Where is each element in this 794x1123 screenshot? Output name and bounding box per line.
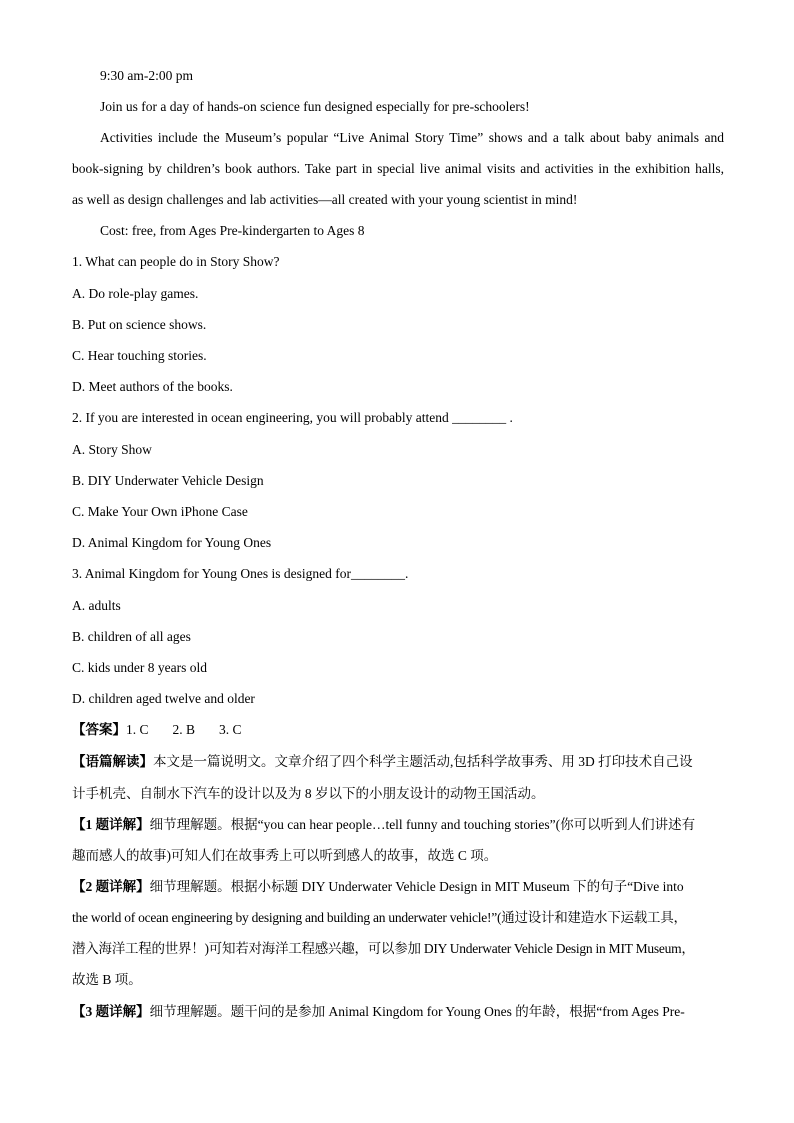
question-2-stem: 2. If you are interested in ocean engineering, you will probably attend ________ . [72, 410, 513, 425]
answer-3: 3. C [219, 722, 242, 737]
answer-2: 2. B [172, 722, 196, 737]
event-cost: Cost: free, from Ages Pre-kindergarten to Ages 8 [100, 223, 365, 238]
question-2-option-b: B. DIY Underwater Vehicle Design [72, 473, 264, 488]
activities-line-3: as well as design challenges and lab activities—all created with your young scientist in mind! [72, 192, 578, 207]
reading-line-2: 计手机壳、自制水下汽车的设计以及为 8 岁以下的小朋友设计的动物王国活动。 [72, 786, 545, 801]
question-3-option-b: B. children of all ages [72, 629, 191, 644]
explain-2-line-4: 故选 B 项。 [72, 972, 142, 987]
answer-label: 【答案】 [72, 722, 126, 737]
event-time: 9:30 am-2:00 pm [100, 68, 193, 83]
reading-text-1: 本文是一篇说明文。文章介绍了四个科学主题活动,包括科学故事秀、用 3D 打印技术自己设 [153, 754, 693, 769]
reading-line-1 [72, 752, 724, 772]
explain-2-line-3: 潜入海洋工程的世界！)可知若对海洋工程感兴趣，可以参加 DIY Underwater Vehicle Design in MIT Museum， [72, 941, 695, 956]
explain-3-line-1 [72, 1002, 724, 1022]
event-intro: Join us for a day of hands-on science fun designed especially for pre-schoolers! [100, 99, 530, 114]
question-1-stem: 1. What can people do in Story Show? [72, 254, 280, 269]
explain-1-text-1: 细节理解题。根据“you can hear people…tell funny and touching stories”(你可以听到人们讲述有 [149, 817, 696, 832]
question-2-option-c: C. Make Your Own iPhone Case [72, 504, 248, 519]
explain-2-text-1: 细节理解题。根据小标题 DIY Underwater Vehicle Design in MIT Museum 下的句子“Dive into [149, 879, 684, 894]
question-2-option-d: D. Animal Kingdom for Young Ones [72, 535, 272, 550]
question-3-option-d: D. children aged twelve and older [72, 691, 255, 706]
reading-label: 【语篇解读】 [72, 754, 153, 769]
explain-1-label: 【1 题详解】 [72, 817, 150, 832]
explain-1-line-2: 趣而感人的故事)可知人们在故事秀上可以听到感人的故事，故选 C 项。 [72, 848, 498, 863]
activities-line-2: book-signing by children’s book authors. Take part in special live animal visits and activities in the exhibition halls, [72, 161, 724, 176]
explain-2-line-2: the world of ocean engineering by designing and building an underwater vehicle!”(通过设计和建造水下运载工具， [72, 910, 687, 925]
question-3-stem: 3. Animal Kingdom for Young Ones is designed for________. [72, 566, 409, 581]
question-2-option-a: A. Story Show [72, 442, 152, 457]
explain-2-line-1 [72, 877, 724, 897]
activities-line-1: Activities include the Museum’s popular “Live Animal Story Time” shows and a talk about baby animals and [100, 130, 724, 145]
question-3-option-c: C. kids under 8 years old [72, 660, 207, 675]
question-1-option-c: C. Hear touching stories. [72, 348, 207, 363]
answer-line [72, 720, 724, 740]
answer-1: 1. C [126, 722, 149, 737]
explain-2-label: 【2 题详解】 [72, 879, 150, 894]
explain-3-text-1: 细节理解题。题干问的是参加 Animal Kingdom for Young Ones 的年龄，根据“from Ages Pre- [149, 1004, 685, 1019]
question-1-option-d: D. Meet authors of the books. [72, 379, 233, 394]
question-1-option-a: A. Do role-play games. [72, 286, 199, 301]
explain-3-label: 【3 题详解】 [72, 1004, 150, 1019]
explain-1-line-1 [72, 815, 724, 835]
question-1-option-b: B. Put on science shows. [72, 317, 207, 332]
question-3-option-a: A. adults [72, 598, 121, 613]
